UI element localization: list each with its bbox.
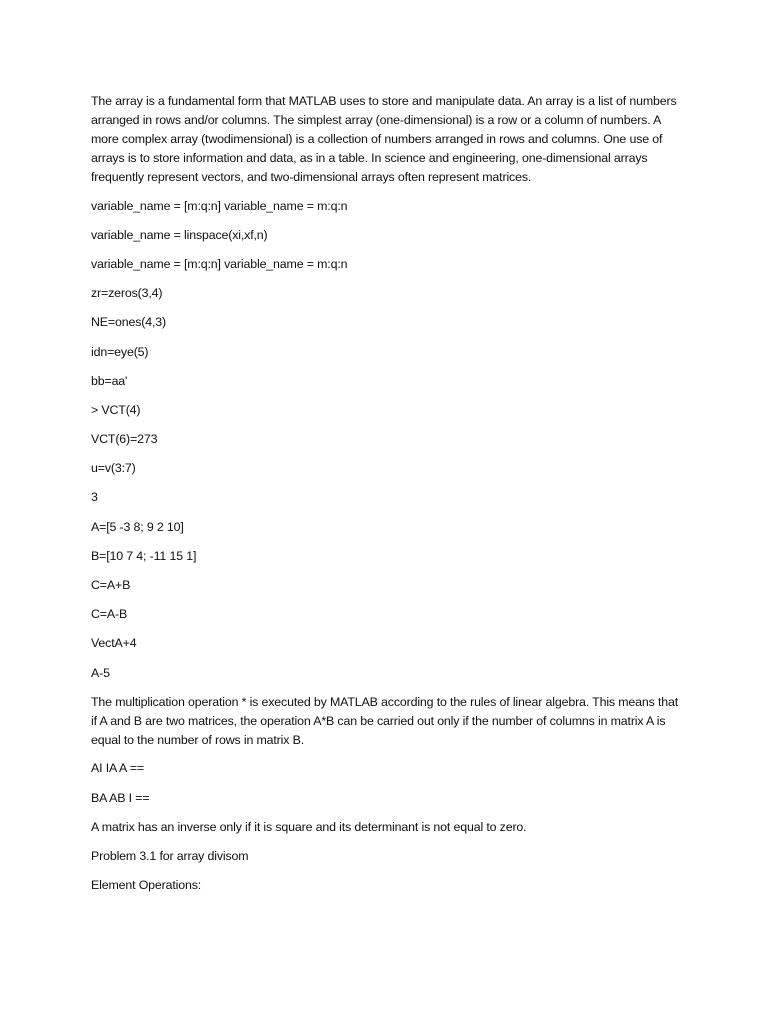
code-line: A-5 bbox=[91, 665, 110, 680]
multiplication-paragraph: The multiplication operation * is executed by MATLAB according to the rules of linear algebra. This means that if A and B are two matrices, the operation A*B can be carried out only if the number of columns in matrix A is equal to the number of rows in matrix B. bbox=[91, 694, 679, 747]
text-line: AI IA A == bbox=[91, 761, 144, 776]
code-line: VCT(6)=273 bbox=[91, 432, 158, 447]
code-line: zr=zeros(3,4) bbox=[91, 286, 163, 301]
intro-paragraph: The array is a fundamental form that MATLAB uses to store and manipulate data. An array is a list of numbers arranged in rows and/or columns. The simplest array (one-dimensional) is a row or a column of numbers. A more complex array (twodimensional) is a collection of numbers arranged in rows and columns. One use of arrays is to store information and data, as in a table. In science and engineering, one-dimensional arrays frequently represent vectors, and two-dimensional arrays often represent matrices. bbox=[91, 94, 677, 184]
code-line: u=v(3:7) bbox=[91, 461, 136, 476]
text-line: A matrix has an inverse only if it is square and its determinant is not equal to zero. bbox=[91, 819, 527, 834]
section-heading: Element Operations: bbox=[91, 878, 202, 893]
text-line: Problem 3.1 for array divisom bbox=[91, 848, 249, 863]
code-line: > VCT(4) bbox=[91, 402, 141, 417]
code-line: variable_name = [m:q:n] variable_name = m:q:n bbox=[91, 198, 348, 213]
code-line: variable_name = linspace(xi,xf,n) bbox=[91, 227, 268, 242]
code-line: C=A-B bbox=[91, 607, 128, 622]
code-line: idn=eye(5) bbox=[91, 344, 149, 359]
code-line: VectA+4 bbox=[91, 636, 137, 651]
code-line: B=[10 7 4; -11 15 1] bbox=[91, 548, 197, 563]
code-line: C=A+B bbox=[91, 578, 131, 593]
text-line: BA AB I == bbox=[91, 790, 150, 805]
document-page bbox=[91, 92, 683, 905]
code-line: A=[5 -3 8; 9 2 10] bbox=[91, 519, 184, 534]
code-line: variable_name = [m:q:n] variable_name = m:q:n bbox=[91, 256, 348, 271]
code-line: bb=aa' bbox=[91, 373, 128, 388]
code-line: NE=ones(4,3) bbox=[91, 315, 166, 330]
code-line: 3 bbox=[91, 490, 98, 505]
